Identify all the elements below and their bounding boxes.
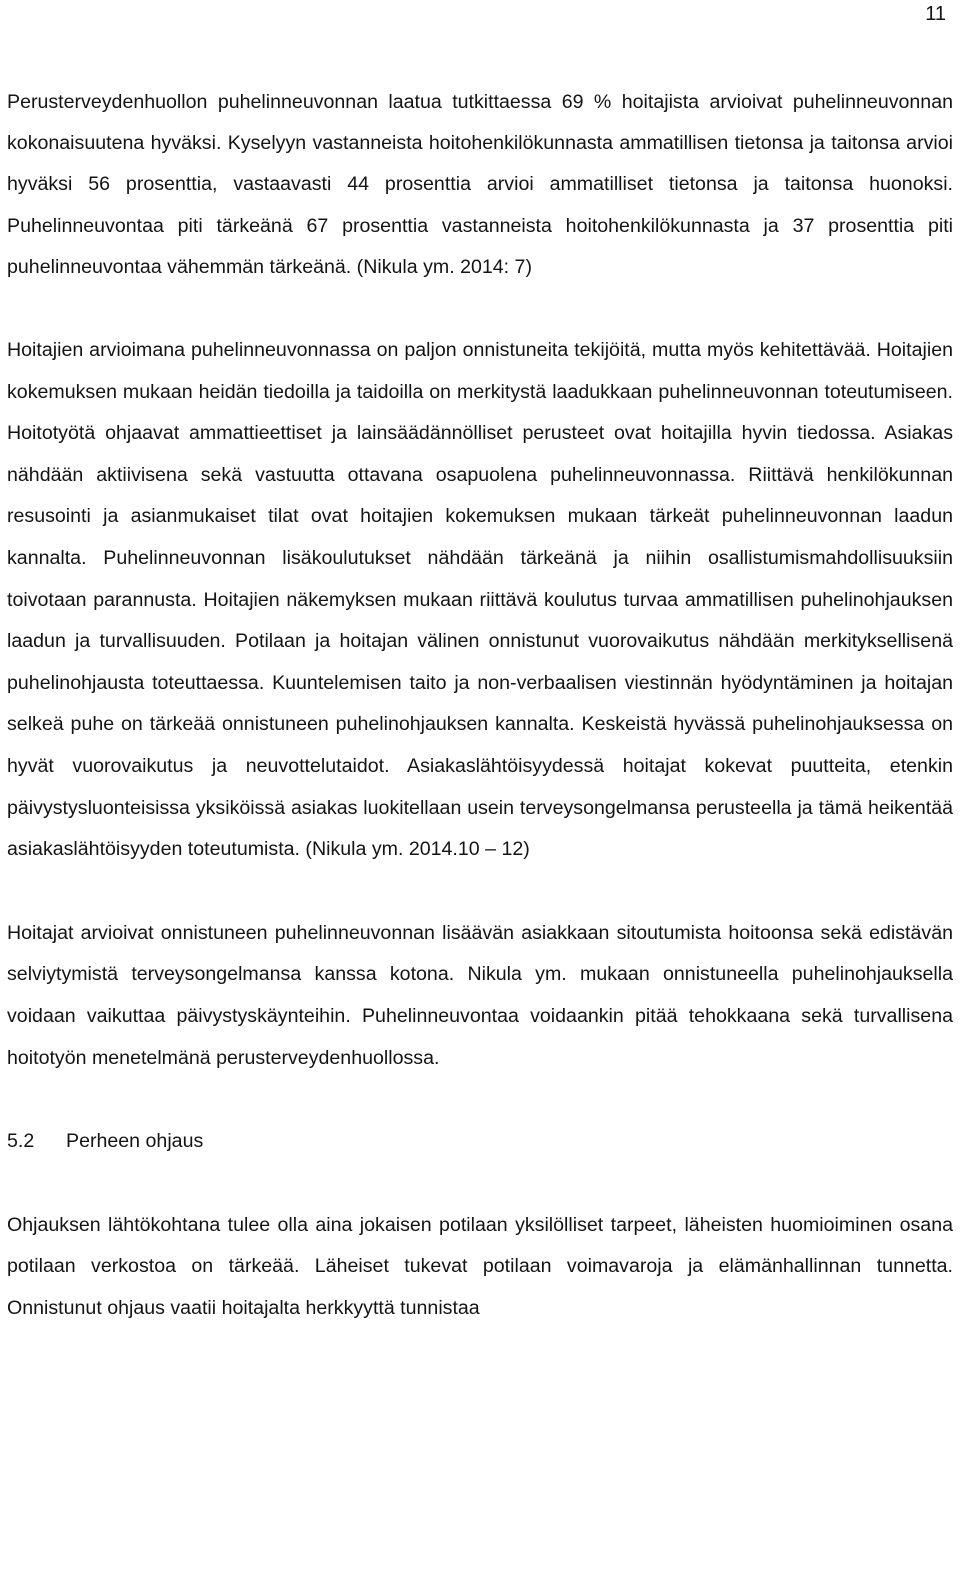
paragraph-spacer — [7, 1163, 953, 1205]
paragraph-family-guidance: Ohjauksen lähtökohtana tulee olla aina jokaisen potilaan yksilölliset tarpeet, läheisten huomioiminen osana potilaan verkostoa on tärkeää. Läheiset tukevat potilaan voimavaroja ja elämänhallinnan tunnetta. Onnistunut ohjaus vaatii hoitajalta herkkyyttä tunnistaa — [7, 1213, 953, 1319]
section-number: 5.2 — [7, 1130, 35, 1153]
section-title: Perheen ohjaus — [66, 1130, 204, 1153]
paragraph-nurse-assessment: Hoitajien arvioimana puhelinneuvonnassa on paljon onnistuneita tekijöitä, mutta myös kehitettävää. Hoitajien kokemuksen mukaan heidän tiedoilla ja taidoilla on merkitystä laadukkaan puhelinneuvonnan toteutumiseen. Hoitotyötä ohjaavat ammattieettiset ja lainsäädännölliset perusteet ovat hoitajilla hyvin tiedossa. Asiakas nähdään aktiivisena sekä vastuutta ottavana osapuolena puhelinneuvonnassa. Riittävä henkilökunnan resusointi ja asianmukaiset tilat ovat hoitajien kokemuksen mukaan tärkeät puhelinneuvonnan laadun kannalta. Puhelinneuvonnan lisäkoulutukset nähdään tärkeänä ja niihin osallistumismahdollisuuksiin toivotaan parannusta. Hoitajien näkemyksen mukaan riittävä koulutus turvaa ammatillisen puhelinohjauksen laadun ja turvallisuuden. Potilaan ja hoitajan välinen onnistunut vuorovaikutus nähdään merkityksellisenä puhelinohjausta toteuttaessa. Kuuntelemisen taito ja non-verbaalisen viestinnän hyödyntäminen ja hoitajan selkeä puhe on tärkeää onnistuneen puhelinohjauksen kannalta. Keskeistä hyvässä puhelinohjauksessa on hyvät vuorovaikutus ja neuvottelutaidot. Asiakaslähtöisyydessä hoitajat kokevat puutteita, etenkin päivystysluonteisissa yksiköissä asiakas luokitellaan usein terveysongelmansa perusteella ja tämä heikentää asiakaslähtöisyyden toteutumista. (Nikula ym. 2014.10 – 12) — [7, 339, 953, 861]
paragraph-spacer — [7, 288, 953, 330]
paragraph-telephone-advice-quality: Perusterveydenhuollon puhelinneuvonnan laatua tutkittaessa 69 % hoitajista arvioivat puhelinneuvonnan kokonaisuutena hyväksi. Kyselyyn vastanneista hoitohenkilökunnasta ammatillisen tietonsa ja taitonsa arvioi hyväksi 56 prosenttia, vastaavasti 44 prosenttia arvioi ammatilliset tietonsa ja taitonsa huonoksi. Puhelinneuvontaa piti tärkeänä 67 prosenttia vastanneista hoitohenkilökunnasta ja 37 prosenttia piti puhelinneuvontaa vähemmän tärkeänä. (Nikula ym. 2014: 7) — [7, 91, 953, 278]
document-body — [7, 82, 953, 1329]
section-heading — [7, 1121, 953, 1163]
paragraph-spacer — [7, 871, 953, 913]
paragraph-successful-advice: Hoitajat arvioivat onnistuneen puhelinneuvonnan lisäävän asiakkaan sitoutumista hoitoonsa sekä edistävän selviytymistä terveysongelmansa kanssa kotona. Nikula ym. mukaan onnistuneella puhelinohjauksella voidaan vaikuttaa päivystyskäynteihin. Puhelinneuvontaa voidaankin pitää tehokkaana sekä turvallisena hoitotyön menetelmänä perusterveydenhuollossa. — [7, 921, 953, 1069]
page-number: 11 — [925, 3, 946, 25]
paragraph-spacer — [7, 1079, 953, 1121]
